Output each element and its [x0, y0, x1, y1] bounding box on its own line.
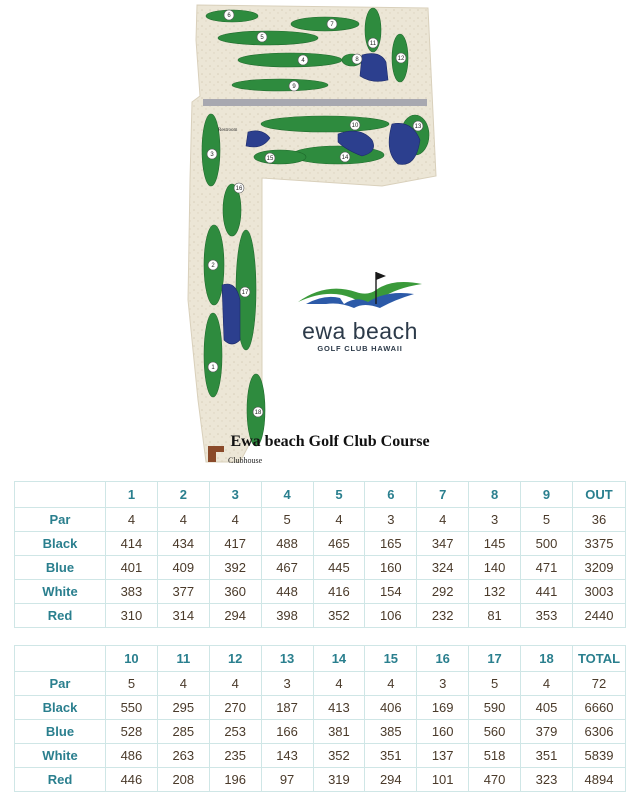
header-cell: 13 [261, 646, 313, 672]
table-cell: 4 [209, 508, 261, 532]
table-cell: 488 [261, 532, 313, 556]
hole-number-10: 10 [351, 123, 359, 129]
fairway-5 [218, 31, 318, 45]
table-cell: 160 [417, 720, 469, 744]
table-cell: 465 [313, 532, 365, 556]
table-cell: 294 [209, 604, 261, 628]
table-cell: 4 [365, 672, 417, 696]
table-cell: 528 [106, 720, 158, 744]
table-cell: 4 [313, 508, 365, 532]
table-cell: 470 [469, 768, 521, 792]
table-cell: 143 [261, 744, 313, 768]
fairway-15 [254, 150, 306, 164]
table-cell: 4 [106, 508, 158, 532]
header-cell: 5 [313, 482, 365, 508]
row-label: Blue [15, 720, 106, 744]
table-cell: 5 [469, 672, 521, 696]
table-row [15, 604, 626, 628]
table-cell: 4 [209, 672, 261, 696]
table-cell: 352 [313, 744, 365, 768]
hole-number-11: 11 [369, 41, 377, 47]
hole-number-7: 7 [330, 22, 334, 28]
table-cell: 5 [521, 508, 573, 532]
table-cell: 3209 [573, 556, 626, 580]
table-row [15, 508, 626, 532]
table-cell: 417 [209, 532, 261, 556]
table-cell: 285 [157, 720, 209, 744]
table-cell: 448 [261, 580, 313, 604]
table-cell: 324 [417, 556, 469, 580]
table-cell: 383 [106, 580, 158, 604]
table-cell: 406 [365, 696, 417, 720]
table-cell: 379 [521, 720, 573, 744]
header-cell: 17 [469, 646, 521, 672]
table-cell: 187 [261, 696, 313, 720]
table-cell: 106 [365, 604, 417, 628]
clubhouse-label: Clubhouse [228, 456, 263, 465]
table-cell: 550 [106, 696, 158, 720]
table-cell: 97 [261, 768, 313, 792]
table-cell: 295 [157, 696, 209, 720]
back-nine-table [14, 645, 626, 792]
header-cell: 4 [261, 482, 313, 508]
table-row [15, 556, 626, 580]
header-cell: 14 [313, 646, 365, 672]
table-row [15, 672, 626, 696]
back-nine-header-row [15, 646, 626, 672]
table-cell: 4 [157, 672, 209, 696]
row-label: Black [15, 696, 106, 720]
hole-number-8: 8 [355, 57, 359, 63]
header-cell: 12 [209, 646, 261, 672]
table-cell: 401 [106, 556, 158, 580]
table-cell: 385 [365, 720, 417, 744]
table-cell: 137 [417, 744, 469, 768]
table-cell: 467 [261, 556, 313, 580]
table-cell: 160 [365, 556, 417, 580]
fairway-4 [238, 53, 342, 67]
table-cell: 590 [469, 696, 521, 720]
table-cell: 235 [209, 744, 261, 768]
restroom-label: Restroom [218, 128, 238, 133]
table-cell: 4894 [573, 768, 626, 792]
table-row [15, 744, 626, 768]
hole-number-13: 13 [414, 124, 422, 130]
header-cell: 2 [157, 482, 209, 508]
logo-flag [376, 272, 386, 280]
table-cell: 486 [106, 744, 158, 768]
fairway-7 [291, 17, 359, 31]
table-cell: 398 [261, 604, 313, 628]
table-cell: 232 [417, 604, 469, 628]
table-cell: 500 [521, 532, 573, 556]
header-cell: 3 [209, 482, 261, 508]
header-cell: 11 [157, 646, 209, 672]
table-cell: 2440 [573, 604, 626, 628]
front-nine-header-row [15, 482, 626, 508]
table-cell: 377 [157, 580, 209, 604]
table-cell: 310 [106, 604, 158, 628]
table-cell: 360 [209, 580, 261, 604]
header-cell: 10 [106, 646, 158, 672]
header-cell: TOTAL [573, 646, 626, 672]
hole-number-4: 4 [301, 58, 305, 64]
table-cell: 3 [365, 508, 417, 532]
hole-number-17: 17 [241, 290, 249, 296]
table-cell: 81 [469, 604, 521, 628]
table-cell: 208 [157, 768, 209, 792]
table-cell: 145 [469, 532, 521, 556]
table-cell: 166 [261, 720, 313, 744]
hole-number-16: 16 [235, 186, 243, 192]
header-cell: 16 [417, 646, 469, 672]
table-cell: 416 [313, 580, 365, 604]
lake-left [222, 284, 240, 344]
header-cell: 15 [365, 646, 417, 672]
table-cell: 314 [157, 604, 209, 628]
table-cell: 294 [365, 768, 417, 792]
header-cell [15, 482, 106, 508]
table-row [15, 768, 626, 792]
header-cell: 6 [365, 482, 417, 508]
logo-subtitle: GOLF CLUB HAWAII [317, 344, 403, 353]
hole-number-9: 9 [292, 84, 296, 90]
table-cell: 414 [106, 532, 158, 556]
table-cell: 352 [313, 604, 365, 628]
hole-number-18: 18 [254, 410, 262, 416]
table-cell: 6660 [573, 696, 626, 720]
table-cell: 169 [417, 696, 469, 720]
table-cell: 5 [261, 508, 313, 532]
table-cell: 4 [157, 508, 209, 532]
table-row [15, 532, 626, 556]
table-cell: 323 [521, 768, 573, 792]
table-cell: 518 [469, 744, 521, 768]
hole-number-15: 15 [266, 156, 274, 162]
table-cell: 263 [157, 744, 209, 768]
header-cell: 18 [521, 646, 573, 672]
table-cell: 446 [106, 768, 158, 792]
hole-number-1: 1 [211, 365, 215, 371]
header-cell: 8 [469, 482, 521, 508]
table-cell: 270 [209, 696, 261, 720]
logo-wordmark: ewa beach [302, 318, 418, 344]
logo-wave-green [298, 282, 422, 302]
header-cell: 7 [417, 482, 469, 508]
table-cell: 3375 [573, 532, 626, 556]
table-cell: 4 [417, 508, 469, 532]
front-nine-table [14, 481, 626, 628]
hole-number-3: 3 [210, 152, 214, 158]
table-cell: 165 [365, 532, 417, 556]
table-cell: 4 [521, 672, 573, 696]
table-row [15, 720, 626, 744]
row-label: Par [15, 672, 106, 696]
table-cell: 409 [157, 556, 209, 580]
table-cell: 4 [313, 672, 365, 696]
fairway-10 [261, 116, 389, 132]
table-cell: 36 [573, 508, 626, 532]
row-label: Red [15, 604, 106, 628]
table-cell: 413 [313, 696, 365, 720]
table-cell: 441 [521, 580, 573, 604]
table-cell: 196 [209, 768, 261, 792]
hole-number-12: 12 [397, 56, 405, 62]
row-label: Red [15, 768, 106, 792]
table-row [15, 580, 626, 604]
table-cell: 101 [417, 768, 469, 792]
header-cell: 1 [106, 482, 158, 508]
hole-number-14: 14 [341, 155, 349, 161]
table-cell: 5839 [573, 744, 626, 768]
header-cell [15, 646, 106, 672]
table-cell: 353 [521, 604, 573, 628]
row-label: White [15, 580, 106, 604]
hole-number-5: 5 [260, 35, 264, 41]
header-cell: 9 [521, 482, 573, 508]
table-cell: 3 [261, 672, 313, 696]
table-cell: 72 [573, 672, 626, 696]
table-cell: 445 [313, 556, 365, 580]
table-cell: 319 [313, 768, 365, 792]
table-cell: 3 [469, 508, 521, 532]
table-cell: 471 [521, 556, 573, 580]
table-cell: 351 [521, 744, 573, 768]
table-cell: 253 [209, 720, 261, 744]
course-title: Ewa beach Golf Club Course [230, 433, 430, 450]
table-cell: 351 [365, 744, 417, 768]
hole-number-2: 2 [211, 263, 215, 269]
table-cell: 132 [469, 580, 521, 604]
table-cell: 392 [209, 556, 261, 580]
fairway-9 [232, 79, 328, 91]
table-cell: 405 [521, 696, 573, 720]
header-cell: OUT [573, 482, 626, 508]
row-label: Black [15, 532, 106, 556]
row-label: Par [15, 508, 106, 532]
hole-number-6: 6 [227, 13, 231, 19]
table-cell: 434 [157, 532, 209, 556]
table-cell: 140 [469, 556, 521, 580]
row-label: White [15, 744, 106, 768]
table-cell: 292 [417, 580, 469, 604]
table-cell: 347 [417, 532, 469, 556]
table-cell: 560 [469, 720, 521, 744]
table-cell: 5 [106, 672, 158, 696]
road [203, 99, 427, 106]
table-cell: 3 [417, 672, 469, 696]
table-cell: 381 [313, 720, 365, 744]
fairway-1 [204, 313, 222, 397]
table-cell: 3003 [573, 580, 626, 604]
table-cell: 6306 [573, 720, 626, 744]
table-row [15, 696, 626, 720]
row-label: Blue [15, 556, 106, 580]
table-cell: 154 [365, 580, 417, 604]
